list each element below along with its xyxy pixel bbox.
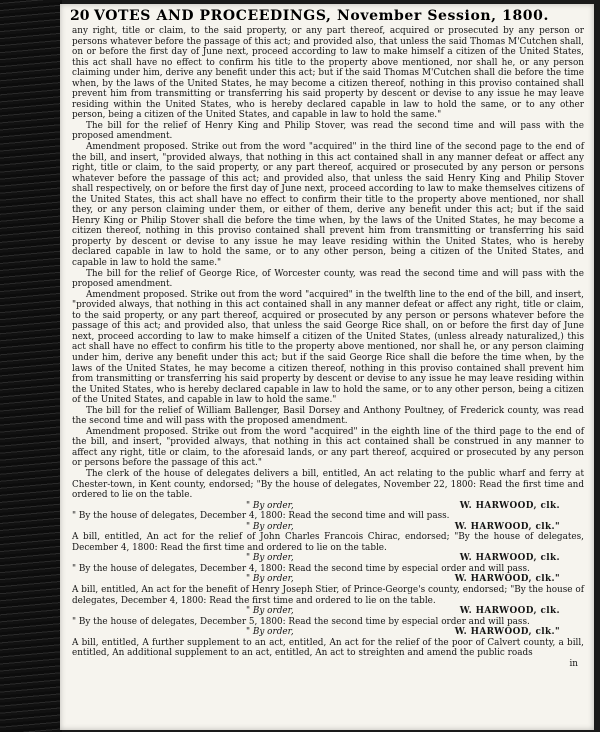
clerk-name: W. HARWOOD, clk." xyxy=(454,627,560,638)
by-order-label: " By order, xyxy=(246,574,294,585)
paragraph: The bill for the relief of William Ballenger, Basil Dorsey and Anthony Poultney, of Frederick county, was read the second time and will pass with the proposed amendment. xyxy=(72,405,584,427)
paragraph: any right, title or claim, to the said property, or any part thereof, acquired or prosecuted by any person or persons whatever before the passage of this act; and provided also, that unless the said Thomas M'Cutchen shall, on or before the first day of June next, proceed according to law to make himself a citizen of the United States, this act shall have no effect to confirm his title to the property above mentioned, nor shall he, or any person claiming under him, derive any benefit under this act; but if the said Thomas M'Cutchen shall die before the time when, by the laws of the United States, he may become a citizen thereof, nothing in this proviso contained shall prevent him from transmitting or transferring his said property by descent or devise to any issue he may leave residing within the United States, who is hereby declared capable in law to hold the same, or to any other person, being a citizen of the United States, and capable in law to hold the same." xyxy=(72,26,584,121)
paragraph: The bill for the relief of Henry King and Philip Stover, was read the second time and will pass with the proposed amendment. xyxy=(72,120,584,142)
clerk-name: W. HARWOOD, clk. xyxy=(459,606,560,617)
entry-text: " By the house of delegates, December 4, 1800: Read the second time by especial order and will pass. xyxy=(72,563,530,574)
running-header xyxy=(70,8,584,24)
by-order-label: " By order, xyxy=(246,553,294,564)
entry-text: A bill, entitled, A further supplement to an act, entitled, An act for the relief of the poor of Calvert county, a bill, entitled, An additional supplement to an act, entitled, An act to streighten and amend the public roads xyxy=(72,637,584,659)
by-order-label: " By order, xyxy=(246,627,294,638)
by-order-label: " By order, xyxy=(246,606,294,617)
scan-dark-edge xyxy=(0,0,62,732)
clerk-name: W. HARWOOD, clk." xyxy=(454,574,560,585)
signature-line xyxy=(72,553,584,564)
paragraph: Amendment proposed. Strike out from the word "acquired" in the twelfth line to the end of the bill, and insert, "provided always, that nothing in this act contained shall in any manner defeat or affect any right, title or claim, to the said property, or any part thereof, acquired or prosecuted by any person or persons whatever before the passage of this act; and provided also, that unless the said George Rice shall, on or before the first day of June next, proceed according to law to make himself a citizen of the United States, (unless already naturalized,) this act shall have no effect to confirm his title to the property above mentioned, nor shall he, or any person claiming under him, derive any benefit under this act; but if the said George Rice shall die before the time when, by the laws of the United States, he may become a citizen thereof, nothing in this proviso contained shall prevent him from transmitting or transferring his said property by descent or devise to any issue he may leave residing within the United States, who is hereby declared capable in law to hold the same, or to any other person, being a citizen of the United States, and capable in law to hold the same." xyxy=(72,289,584,406)
signature-line xyxy=(72,501,584,512)
paragraph: The clerk of the house of delegates delivers a bill, entitled, An act relating to the public wharf and ferry at Chester-town, in Kent county, endorsed; "By the house of delegates, November 22, 1800: Read the first time and ordered to lie on the table. xyxy=(72,468,584,501)
signature-line xyxy=(72,606,584,617)
clerk-name: W. HARWOOD, clk. xyxy=(459,500,560,511)
document-page xyxy=(60,4,594,730)
clerk-name: W. HARWOOD, clk. xyxy=(459,553,560,564)
catchword: in xyxy=(569,658,578,669)
page-title: VOTES AND PROCEEDINGS, November Session, 1800. xyxy=(94,8,549,24)
entry-text: " By the house of delegates, December 4, 1800: Read the second time and will pass. xyxy=(72,511,450,522)
body-text xyxy=(72,26,584,730)
clerk-name: W. HARWOOD, clk." xyxy=(454,521,560,532)
paragraph: Amendment proposed. Strike out from the word "acquired" in the third line of the second page to the end of the bill, and insert, "provided always, that nothing in this act contained shall in any manner defeat or affect any right, title or claim, to the said property, or any part thereof, acquired or prosecuted by any person or persons whatever before the passage of this act; and provided also, that unless the said Henry King and Philip Stover shall respectively, on or before the first day of June next, proceed according to law to make themselves citizens of the United States, this act shall have no effect to confirm their title to the property above mentioned, nor shall they, or any person claiming under them, or either of them, derive any benefit under this act; but if the said Henry King or Philip Stover shall die before the time when, by the laws of the United States, he may become a citizen thereof, nothing in this proviso contained shall prevent him from transmitting or transferring his said property by descent or devise to any issue he may leave residing within the United States, who is hereby declared capable in law to hold the same, or to any other person, being a citizen of the United States, and capable in law to hold the same." xyxy=(72,142,584,269)
by-order-label: " By order, xyxy=(246,500,294,511)
entry-text: A bill, entitled, An act for the benefit of Henry Joseph Stier, of Prince-George's county, endorsed; "By the house of delegates, December 4, 1800: Read the first time and ordered to lie on the table. xyxy=(72,584,584,606)
by-order-label: " By order, xyxy=(246,521,294,532)
entry-text: A bill, entitled, An act for the relief of John Charles Francois Chirac, endorsed; "By the house of delegates, December 4, 1800: Read the first time and ordered to lie on the table. xyxy=(72,532,584,553)
paragraph: The bill for the relief of George Rice, of Worcester county, was read the second time and will pass with the proposed amendment. xyxy=(72,268,584,290)
entry-text: " By the house of delegates, December 5, 1800: Read the second time by especial order and will pass. xyxy=(72,616,530,627)
signature-line xyxy=(72,627,584,638)
signature-line xyxy=(72,574,584,585)
paragraph: Amendment proposed. Strike out from the word "acquired" in the eighth line of the third page to the end of the bill, and insert, "provided always, that nothing in this act contained shall be construed in any manner to affect any right, title or claim, to the aforesaid lands, or any part thereof, acquired or prosecuted by any person or persons before the passage of this act." xyxy=(72,426,584,469)
page-number: 20 xyxy=(70,8,90,24)
signature-line xyxy=(72,522,584,533)
